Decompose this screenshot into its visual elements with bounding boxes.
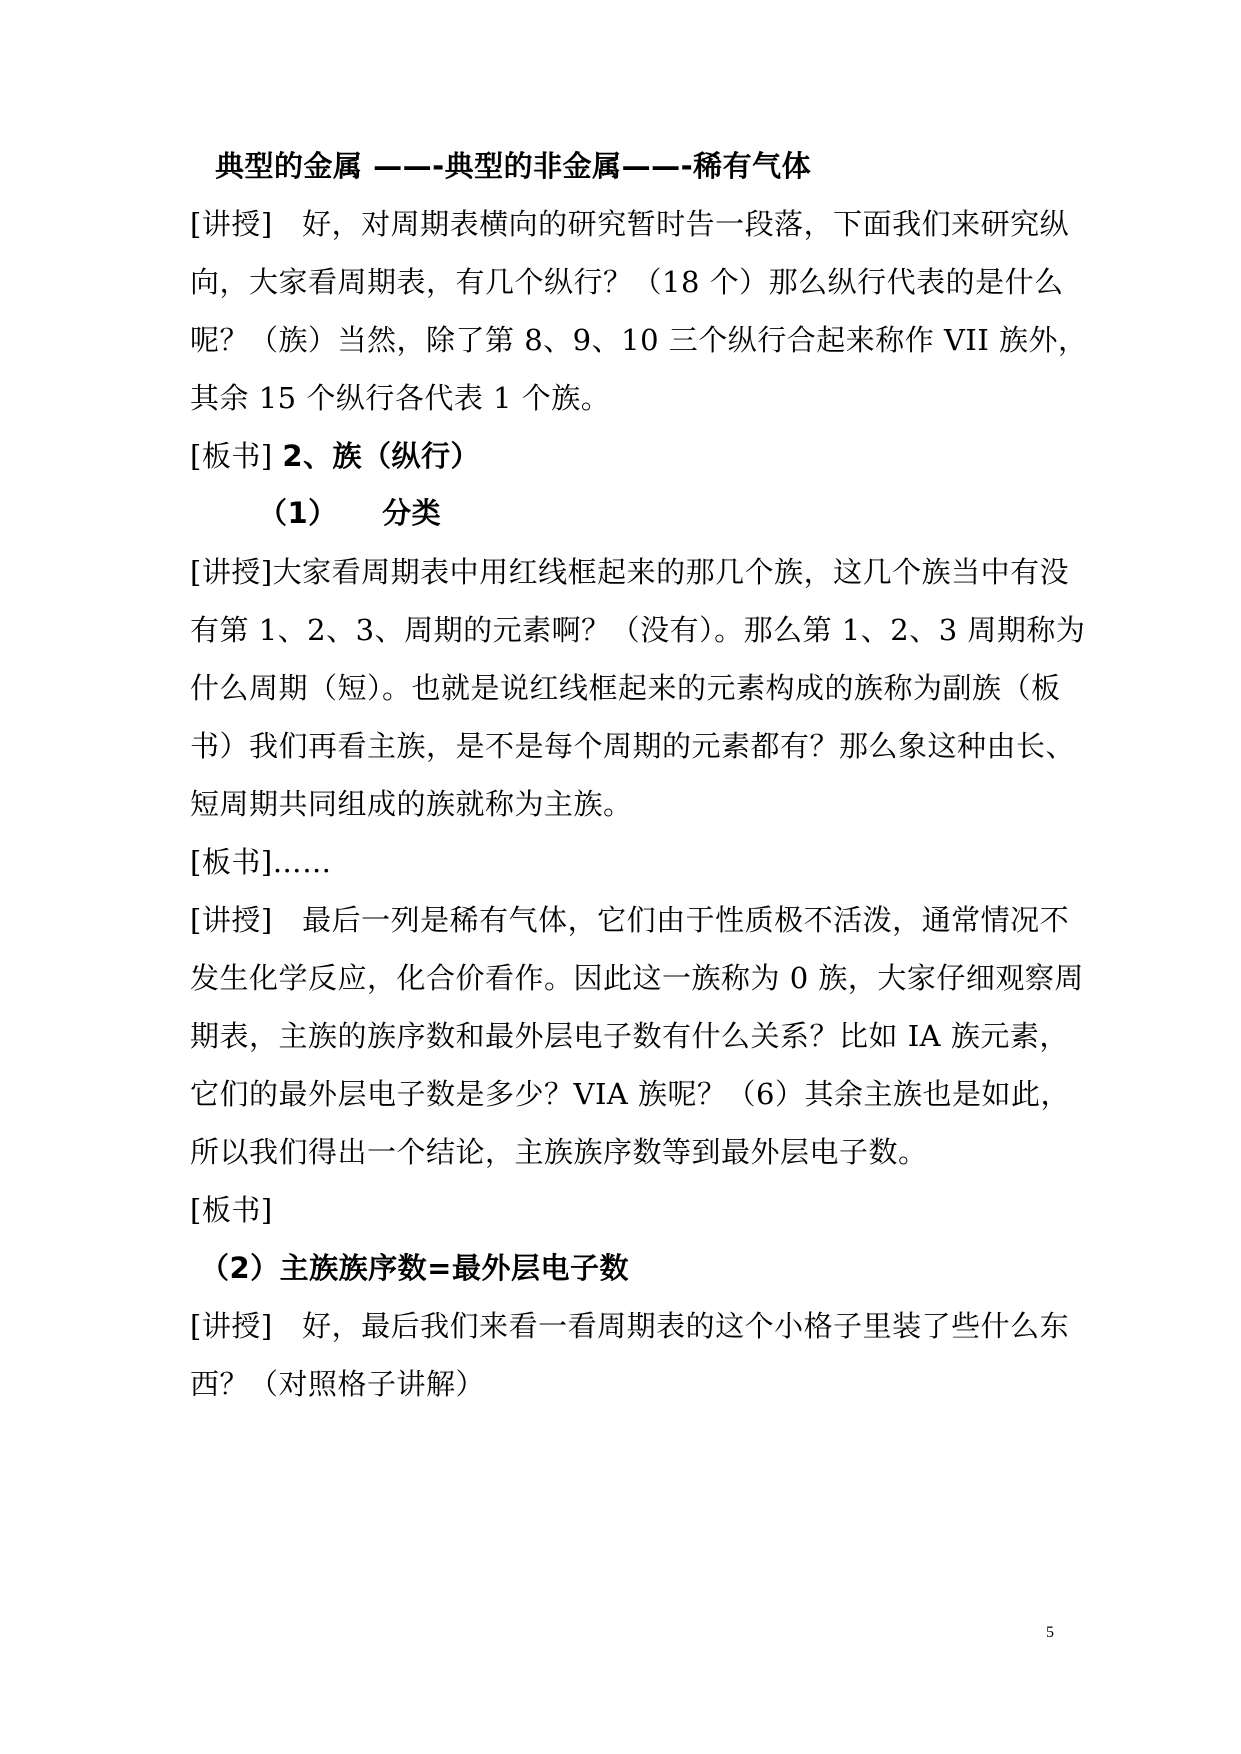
paragraph-line: 短周期共同组成的族就称为主族。	[190, 787, 633, 821]
paragraph-line: 有第 1、2、3、周期的元素啊？（没有）。那么第 1、2、3 周期称为	[190, 613, 1086, 647]
paragraph-line: [讲授]大家看周期表中用红线框起来的那几个族，这几个族当中有没	[190, 555, 1070, 589]
paragraph-line: 期表，主族的族序数和最外层电子数有什么关系？比如 IA 族元素，	[190, 1019, 1069, 1053]
subheading-classification: （1） 分类	[258, 496, 442, 530]
paragraph-line: 向，大家看周期表，有几个纵行？（18 个）那么纵行代表的是什么	[190, 265, 1064, 299]
board-tag: [板书]	[190, 439, 273, 473]
paragraph-line: 西？（对照格子讲解）	[190, 1367, 486, 1401]
paragraph-line: 所以我们得出一个结论，主族族序数等到最外层电子数。	[190, 1135, 928, 1169]
board-label: [板书]……	[190, 845, 332, 879]
paragraph-line: 其余 15 个纵行各代表 1 个族。	[190, 381, 611, 415]
board-label: [板书]	[190, 1193, 273, 1227]
subheading-main-group-rule: （2）主族族序数=最外层电子数	[200, 1251, 629, 1285]
board-label	[190, 436, 1090, 476]
paragraph-line: 它们的最外层电子数是多少？VIA 族呢？（6）其余主族也是如此，	[190, 1077, 1071, 1111]
paragraph-line: 呢？（族）当然，除了第 8、9、10 三个纵行合起来称作 VII 族外，	[190, 323, 1088, 357]
paragraph-line: 书）我们再看主族，是不是每个周期的元素都有？那么象这种由长、	[190, 729, 1076, 763]
paragraph-line: 什么周期（短）。也就是说红线框起来的元素构成的族称为副族（板	[190, 671, 1061, 705]
paragraph-line: [讲授] 最后一列是稀有气体，它们由于性质极不活泼，通常情况不	[190, 903, 1070, 937]
section-heading-group: 2、族（纵行）	[282, 439, 481, 473]
paragraph-line: [讲授] 好，最后我们来看一看周期表的这个小格子里装了些什么东	[190, 1309, 1070, 1343]
paragraph-line: 发生化学反应，化合价看作。因此这一族称为 0 族，大家仔细观察周	[190, 961, 1084, 995]
paragraph-line: [讲授] 好，对周期表横向的研究暂时告一段落，下面我们来研究纵	[190, 207, 1070, 241]
heading-metal-nonmetal-noble: 典型的金属 ——-典型的非金属——-稀有气体	[215, 149, 812, 183]
page-number: 5	[1046, 1624, 1054, 1641]
